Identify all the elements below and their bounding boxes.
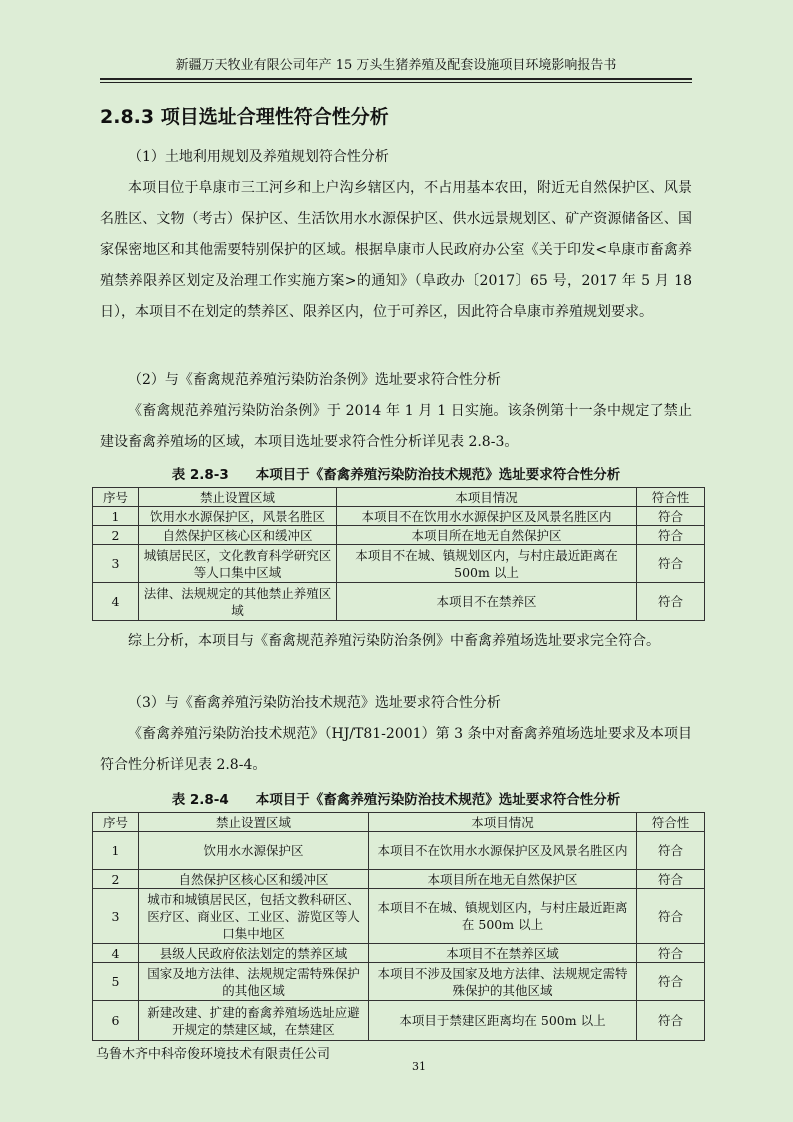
cell-status: 本项目不在禁养区	[337, 583, 637, 621]
table-header-row	[93, 813, 705, 832]
cell-zone: 国家及地方法律、法规规定需特殊保护的其他区域	[139, 963, 369, 1001]
paragraph-technical-spec: 《畜禽养殖污染防治技术规范》（HJ/T81-2001）第 3 条中对畜禽养殖场选址要求及本项目符合性分析详见表 2.8-4。	[100, 726, 692, 773]
paragraph-land-use: 本项目位于阜康市三工河乡和上户沟乡辖区内，不占用基本农田，附近无自然保护区、风景名胜区、文物（考古）保护区、生活饮用水水源保护区、供水远景规划区、矿产资源储备区、国家保密地区和其他需要特别保护的区域。根据阜康市人民政府办公室《关于印发<阜康市畜禽养殖禁养限养区划定及治理工作实施方案>的通知》（阜政办〔2017〕65 号，2017 年 5 月 18 日），本项目不在划定的禁养区、限养区内，位于可养区，因此符合阜康市养殖规划要求。	[100, 180, 692, 320]
cell-status: 本项目不在禁养区域	[369, 944, 637, 963]
table-row	[93, 870, 705, 889]
table-row	[93, 545, 705, 583]
cell-zone: 新建改建、扩建的畜禽养殖场选址应避开规定的禁建区域，在禁建区	[139, 1001, 369, 1041]
table-row	[93, 526, 705, 545]
table-2-8-3	[92, 487, 705, 621]
cell-status: 本项目于禁建区距离均在 500m 以上	[369, 1001, 637, 1041]
cell-compliance: 符合	[637, 1001, 705, 1041]
cell-status: 本项目不在饮用水水源保护区及风景名胜区内	[369, 832, 637, 870]
cell-index: 4	[93, 944, 139, 963]
subsection-heading-1: （1）土地利用规划及养殖规划符合性分析	[128, 149, 389, 165]
table-2-8-3-caption: 表 2.8-3 本项目于《畜禽养殖污染防治技术规范》选址要求符合性分析	[171, 467, 621, 483]
cell-zone: 县级人民政府依法划定的禁养区域	[139, 944, 369, 963]
table-header-row	[93, 488, 705, 507]
cell-index: 3	[93, 545, 139, 583]
cell-zone: 自然保护区核心区和缓冲区	[139, 870, 369, 889]
cell-status: 本项目不涉及国家及地方法律、法规规定需特殊保护的其他区域	[369, 963, 637, 1001]
table-row	[93, 583, 705, 621]
cell-status: 本项目不在饮用水水源保护区及风景名胜区内	[337, 507, 637, 526]
table-row	[93, 507, 705, 526]
table-2-8-4-caption: 表 2.8-4 本项目于《畜禽养殖污染防治技术规范》选址要求符合性分析	[171, 792, 621, 808]
cell-zone: 饮用水水源保护区	[139, 832, 369, 870]
cell-compliance: 符合	[637, 889, 705, 944]
paragraph-regulation: 《畜禽规范养殖污染防治条例》于 2014 年 1 月 1 日实施。该条例第十一条中规定了禁止建设畜禽养殖场的区域，本项目选址要求符合性分析详见表 2.8-3。	[100, 403, 692, 450]
col-header-compliance: 符合性	[637, 488, 705, 507]
header-rule-thick	[100, 78, 692, 80]
cell-status: 本项目不在城、镇规划区内，与村庄最近距离在 500m 以上	[337, 545, 637, 583]
section-title: 2.8.3 项目选址合理性符合性分析	[100, 106, 389, 128]
cell-zone: 城市和城镇居民区，包括文教科研区、医疗区、商业区、工业区、游览区等人口集中地区	[139, 889, 369, 944]
cell-compliance: 符合	[637, 963, 705, 1001]
table-row	[93, 889, 705, 944]
table-row	[93, 963, 705, 1001]
col-header-index: 序号	[93, 488, 139, 507]
table-row	[93, 944, 705, 963]
cell-compliance: 符合	[637, 526, 705, 545]
table-2-8-4	[92, 812, 705, 1041]
cell-index: 6	[93, 1001, 139, 1041]
page-number: 31	[412, 1060, 426, 1073]
cell-compliance: 符合	[637, 870, 705, 889]
cell-zone: 饮用水水源保护区，风景名胜区	[139, 507, 337, 526]
footer-company: 乌鲁木齐中科帝俊环境技术有限责任公司	[96, 1047, 331, 1062]
cell-status: 本项目所在地无自然保护区	[337, 526, 637, 545]
cell-zone: 自然保护区核心区和缓冲区	[139, 526, 337, 545]
col-header-index: 序号	[93, 813, 139, 832]
col-header-status: 本项目情况	[337, 488, 637, 507]
cell-index: 2	[93, 526, 139, 545]
cell-index: 1	[93, 507, 139, 526]
cell-compliance: 符合	[637, 583, 705, 621]
cell-status: 本项目不在城、镇规划区内，与村庄最近距离在 500m 以上	[369, 889, 637, 944]
cell-compliance: 符合	[637, 832, 705, 870]
subsection-heading-2: （2）与《畜禽规范养殖污染防治条例》选址要求符合性分析	[128, 372, 501, 388]
cell-compliance: 符合	[637, 545, 705, 583]
header-rule-thin	[100, 82, 692, 83]
col-header-zone: 禁止设置区域	[139, 813, 369, 832]
cell-zone: 法律、法规规定的其他禁止养殖区域	[139, 583, 337, 621]
cell-index: 5	[93, 963, 139, 1001]
cell-compliance: 符合	[637, 944, 705, 963]
cell-compliance: 符合	[637, 507, 705, 526]
col-header-status: 本项目情况	[369, 813, 637, 832]
col-header-zone: 禁止设置区域	[139, 488, 337, 507]
report-header: 新疆万天牧业有限公司年产 15 万头生猪养殖及配套设施项目环境影响报告书	[175, 58, 617, 73]
cell-index: 2	[93, 870, 139, 889]
cell-index: 3	[93, 889, 139, 944]
col-header-compliance: 符合性	[637, 813, 705, 832]
cell-index: 1	[93, 832, 139, 870]
cell-index: 4	[93, 583, 139, 621]
table-row	[93, 832, 705, 870]
cell-zone: 城镇居民区，文化教育科学研究区等人口集中区域	[139, 545, 337, 583]
subsection-heading-3: （3）与《畜禽养殖污染防治技术规范》选址要求符合性分析	[128, 695, 501, 711]
paragraph-summary: 综上分析，本项目与《畜禽规范养殖污染防治条例》中畜禽养殖场选址要求完全符合。	[128, 633, 660, 649]
cell-status: 本项目所在地无自然保护区	[369, 870, 637, 889]
table-row	[93, 1001, 705, 1041]
